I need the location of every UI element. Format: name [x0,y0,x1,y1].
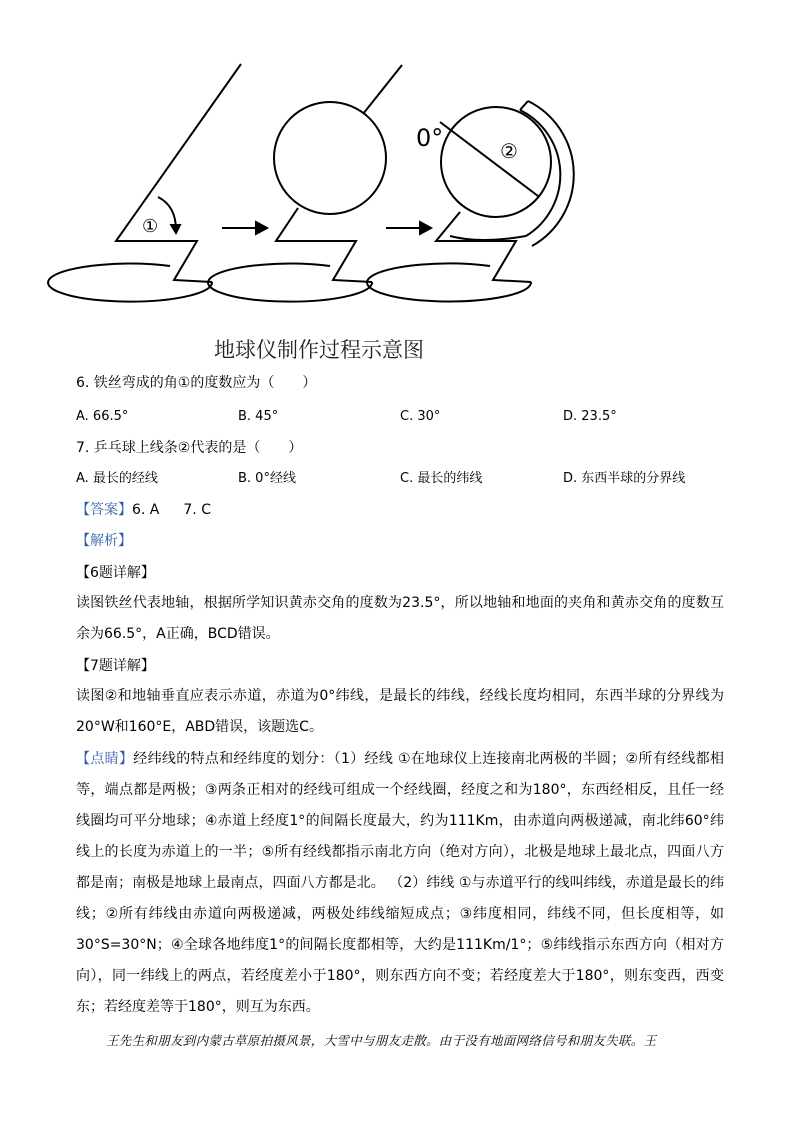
tip-paragraph [76,744,724,1023]
question-7: 7. 乒乓球上线条②代表的是（ ） [76,440,303,456]
answer-7: 7. C [183,502,211,518]
analysis-label: 【解析】 [76,533,132,549]
label-line-2: ② [500,139,518,163]
base-stage-3 [367,263,531,301]
question-6: 6. 铁丝弯成的角①的度数应为（ ） [76,375,317,391]
q7-option-b: B. 0°经线 [238,471,296,486]
figure-caption: 地球仪制作过程示意图 [214,338,424,362]
detail-7-label: 【7题详解】 [76,658,155,674]
tip-text: 经纬线的特点和经纬度的划分：（1）经线 ①在地球仪上连接南北两极的半圆；②所有经线都相等，端点都是两极；③两条正相对的经线可组成一个经线圈，经度之和为180°，东西经相反，且任一经线圈均可平分地球；④赤道上经度1°的间隔长度最大，约为111Km，由赤道向两极递减，南北纬60°纬线上的长度为赤道上的一半；⑤所有经线都指示南北方向（绝对方向），北极是地球上最北点，四面八方都是南；南极是地球上最南点，四面八方都是北。 （2）纬线 ①与赤道平行的线叫纬线，赤道是最长的纬线；②所有纬线由赤道向两极递减，两极处纬线缩短成点；③纬度相同，纬线不同，但长度相等，如30°S=30°N；④全球各地纬度1°的间隔长度都相等，大约是111Km/1°；⑤纬线指示东西方向（相对方向），同一纬线上的两点，若经度差小于180°，则东西方向不变；若经度差大于180°，则东变西，西变东；若经度差等于180°，则互为东西。 [76,751,724,1015]
line-2 [440,122,538,196]
wire-stage-1 [116,64,241,282]
detail-6-label: 【6题详解】 [76,565,155,581]
q6-option-d: D. 23.5° [563,409,617,424]
q6-option-a: A. 66.5° [76,409,129,424]
q6-option-b: B. 45° [238,409,279,424]
answer-6: 6. A [132,502,160,518]
q7-option-d: D. 东西半球的分界线 [563,471,686,486]
q7-option-a: A. 最长的经线 [76,471,158,486]
detail-7-text: 读图②和地轴垂直应表示赤道，赤道为0°纬线，是最长的纬线，经线长度均相同，东西半球的分界线为20°W和160°E，ABD错误，该题选C。 [76,688,724,735]
detail-6-text: 读图铁丝代表地轴，根据所学知识黄赤交角的度数为23.5°，所以地轴和地面的夹角和黄赤交角的度数互余为66.5°，A正确，BCD错误。 [76,595,724,642]
tip-label: 【点睛】 [76,751,134,767]
ball-stage-2 [274,102,386,214]
base-stage-1 [48,264,212,302]
answer-label: 【答案】 [76,502,132,518]
answer-line [76,500,211,520]
label-angle-1: ① [142,216,159,237]
wire-top-stage-2 [363,65,402,114]
ball-stage-3 [441,107,551,217]
base-stage-2 [208,264,372,302]
next-question-intro: 王先生和朋友到内蒙古草原拍摄风景，大雪中与朋友走散。由于没有地面网络信号和朋友失联。王 [106,1033,657,1048]
globe-making-diagram [0,0,794,330]
wire-stage-3 [436,212,531,282]
q7-option-c: C. 最长的纬线 [400,471,483,486]
q6-option-c: C. 30° [400,409,441,424]
label-zero-degree: 0° [416,124,444,152]
wire-stage-2 [276,208,372,282]
